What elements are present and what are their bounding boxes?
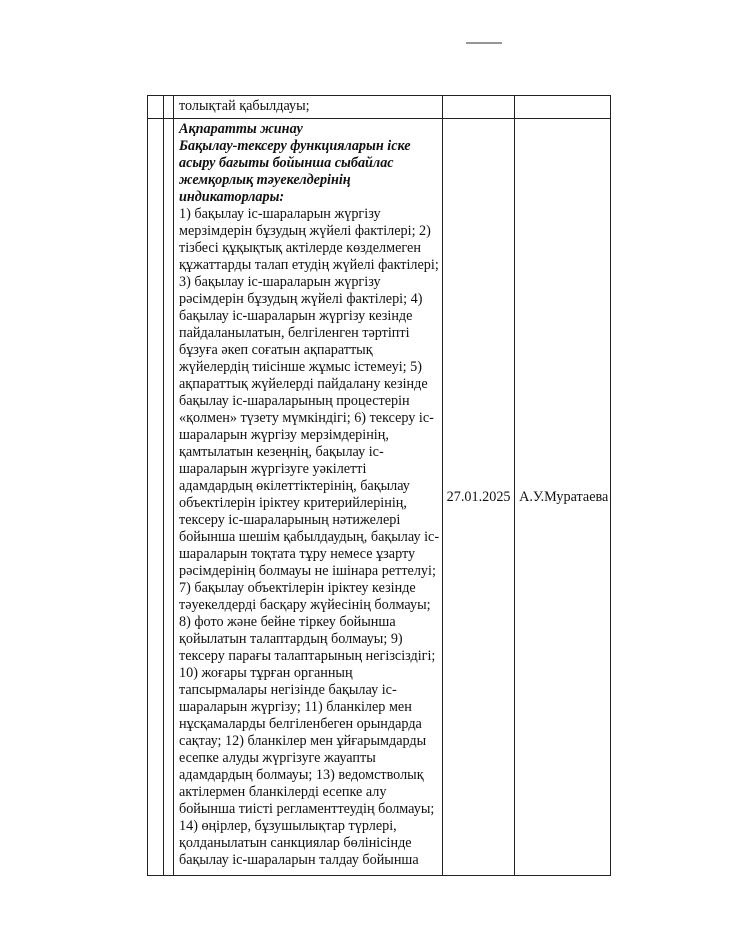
scan-artifact	[466, 42, 502, 44]
body-line: мерзімдерін бұзудың жүйелі фактілері; 2)	[179, 223, 431, 239]
body-line: шараларын жүргізу мерзімдерінің,	[179, 427, 389, 443]
responsible-name: А.У.Муратаева	[519, 488, 609, 505]
body-line: тексеру парағы талаптарының негізсіздігі;	[179, 648, 436, 664]
table-row	[148, 96, 611, 119]
body-line: тексеру іс-шараларының нәтижелері	[179, 512, 401, 528]
heading-line: асыру бағыты бойынша сыбайлас	[179, 155, 394, 171]
body-line: қамтылатын кезеңнің, бақылау іс-	[179, 444, 384, 460]
number-cell	[148, 96, 164, 119]
sub-number-cell	[164, 96, 174, 119]
body-line: адамдардың өкілеттіктерінің, бақылау	[179, 478, 410, 494]
body-line: бақылау іс-шараларын талдау бойынша	[179, 852, 419, 868]
date-cell	[443, 96, 515, 119]
body-line: сақтау; 12) бланкілер мен ұйғарымдарды	[179, 733, 427, 749]
body-line: 3) бақылау іс-шараларын жүргізу	[179, 274, 381, 290]
body-line: бойынша тиісті регламенттеудің болмауы;	[179, 801, 435, 817]
top-row-text: толықтай қабылдауы;	[179, 98, 310, 114]
body-line: бақылау іс-шараларын жүргізу кезінде	[179, 308, 413, 324]
body-line: тізбесі құқықтық актілерде көзделмеген	[179, 240, 421, 256]
body-line: ақпараттық жүйелерді пайдалану кезінде	[179, 376, 428, 392]
body-line: 1) бақылау іс-шараларын жүргізу	[179, 206, 381, 222]
body-line: 7) бақылау объектілерін іріктеу кезінде	[179, 580, 416, 596]
responsible-cell	[515, 119, 611, 876]
section-heading	[179, 121, 439, 206]
responsible-cell	[515, 96, 611, 119]
body-line: объектілерін іріктеу критерийлерінің,	[179, 495, 407, 511]
body-line: 10) жоғары тұрған органның	[179, 665, 353, 681]
body-line: тапсырмалары негізінде бақылау іс-	[179, 682, 397, 698]
date-cell	[443, 119, 515, 876]
date-value: 27.01.2025	[446, 488, 511, 505]
indicator-list	[179, 206, 439, 869]
table-row	[148, 119, 611, 876]
body-line: 14) өңірлер, бұзушылықтар түрлері,	[179, 818, 397, 834]
number-cell	[148, 119, 164, 876]
heading-line: индикаторлары:	[179, 189, 285, 205]
body-line: бақылау іс-шараларының процестерін	[179, 393, 410, 409]
body-line: «қолмен» түзету мүмкіндігі; 6) тексеру іс-	[179, 410, 434, 426]
body-line: бұзуға әкеп соғатын ақпараттық	[179, 342, 373, 358]
body-line: шараларын жүргізуге уәкілетті	[179, 461, 367, 477]
body-line: адамдардың болмауы; 13) ведомстволық	[179, 767, 424, 783]
body-line: қолданылатын санкциялар бөлінісінде	[179, 835, 412, 851]
body-line: шараларын тоқтата тұру немесе ұзарту	[179, 546, 416, 562]
body-line: тәуекелдерді басқару жүйесінің болмауы;	[179, 597, 431, 613]
body-line: рәсімдерінің болмауы не ішінара реттелуі;	[179, 563, 436, 579]
body-line: 8) фото және бейне тіркеу бойынша	[179, 614, 396, 630]
body-line: шараларын жүргізу; 11) бланкілер мен	[179, 699, 412, 715]
sub-number-cell	[164, 119, 174, 876]
body-line: қойылатын талаптардың болмауы; 9)	[179, 631, 403, 647]
body-line: есепке алуды жүргізуге жауапты	[179, 750, 376, 766]
document-table	[147, 95, 611, 876]
heading-line: Ақпаратты жинау	[179, 121, 303, 137]
body-line: рәсімдерін бұзудың жүйелі фактілері; 4)	[179, 291, 423, 307]
body-line: актілермен бланкілерді есепке алу	[179, 784, 387, 800]
heading-line: Бақылау-тексеру функцияларын іске	[179, 138, 411, 154]
body-line: жүйелердің тиісінше жұмыс істемеуі; 5)	[179, 359, 422, 375]
body-line: нұсқамаларды белгіленбеген орындарда	[179, 716, 422, 732]
description-cell	[174, 96, 443, 119]
body-line: бойынша шешім қабылдаудың, бақылау іс-	[179, 529, 440, 545]
description-cell	[174, 119, 443, 876]
body-line: пайдаланылатын, белгіленген тәртіпті	[179, 325, 410, 341]
heading-line: жемқорлық тәуекелдерінің	[179, 172, 351, 188]
body-line: құжаттарды талап етудің жүйелі фактілері;	[179, 257, 439, 273]
